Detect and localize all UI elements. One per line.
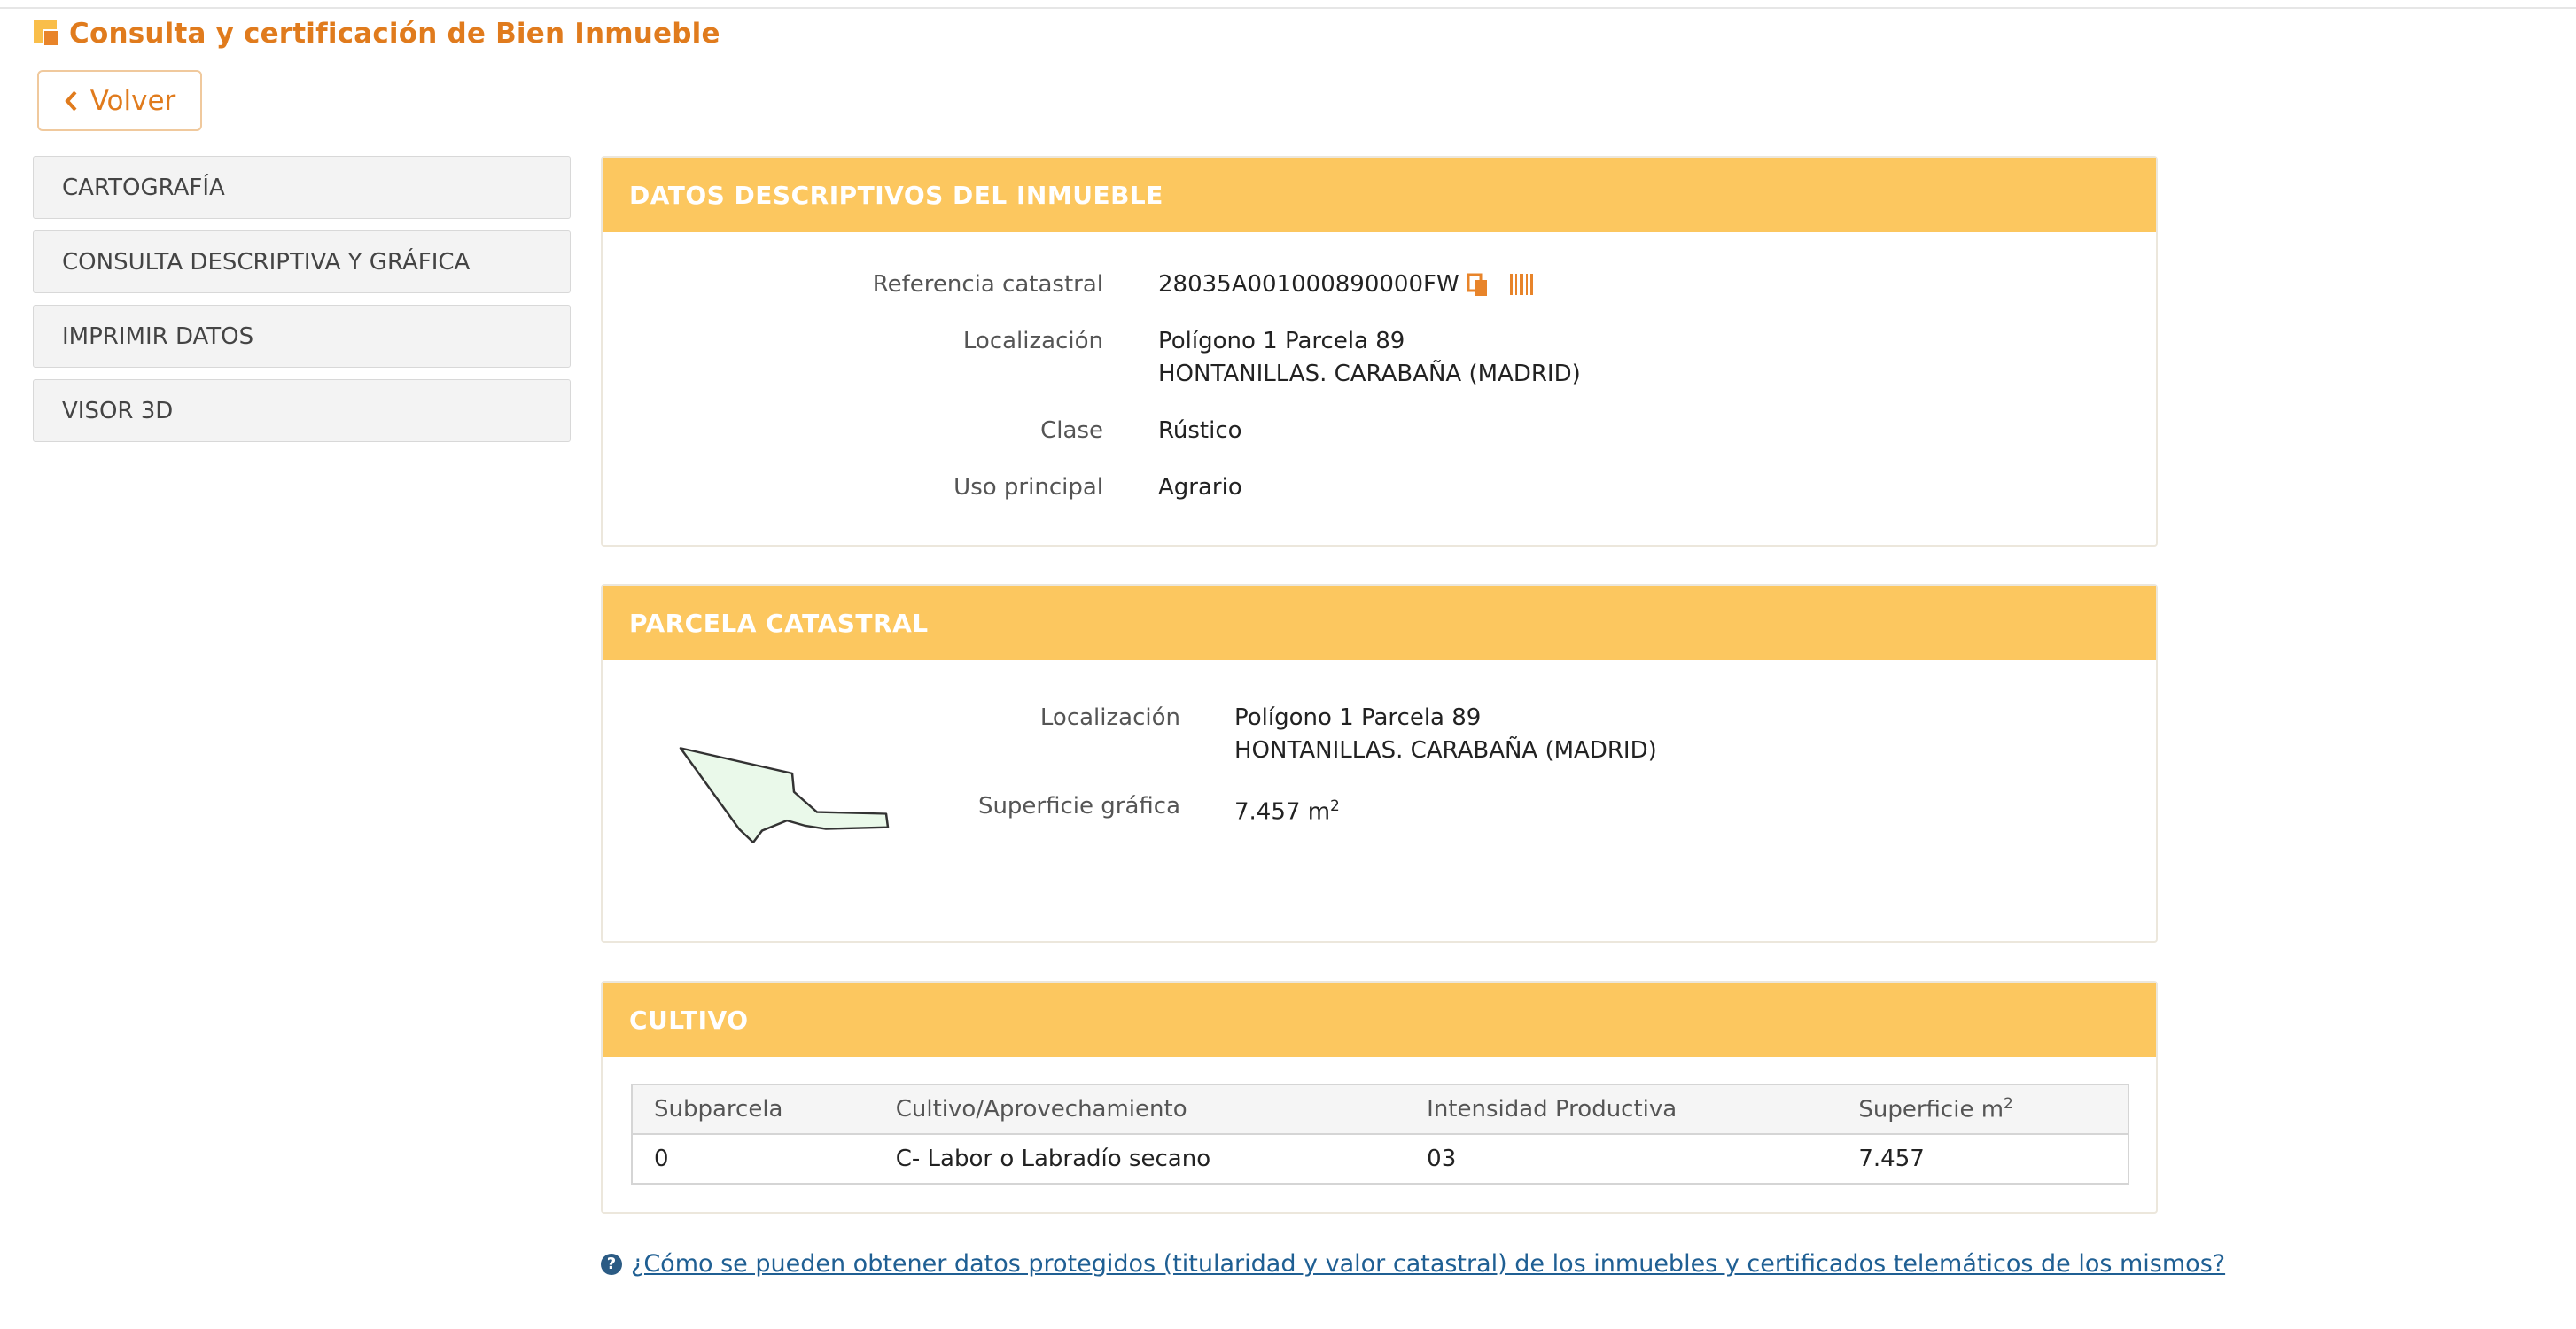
cell-superficie: 7.457 — [1858, 1146, 1925, 1172]
barcode-icon[interactable] — [1509, 273, 1534, 296]
clase-value: Rústico — [1158, 417, 1242, 444]
panel-title: PARCELA CATASTRAL — [603, 586, 2156, 660]
loc-line1: Polígono 1 Parcela 89 — [1158, 328, 1405, 354]
col-cultivo: Cultivo/Aprovechamiento — [895, 1096, 1187, 1123]
ref-label: Referencia catastral — [872, 271, 1103, 298]
ref-value: 28035A001000890000FW — [1158, 271, 1459, 298]
col-subparcela: Subparcela — [654, 1096, 783, 1123]
cell-intensidad: 03 — [1427, 1146, 1457, 1172]
page-header — [34, 16, 720, 51]
question-circle-icon: ? — [601, 1254, 622, 1275]
clase-label: Clase — [1040, 417, 1103, 444]
cultivo-table — [631, 1084, 2129, 1185]
superficie-value: 7.457 $m^2$ — [1234, 797, 1340, 826]
page-title: Consulta y certificación de Bien Inmueble — [69, 18, 720, 50]
cultivo-panel — [601, 981, 2158, 1214]
back-button[interactable] — [37, 70, 202, 131]
copy-icon[interactable] — [1467, 273, 1490, 298]
cell-subparcela: 0 — [654, 1146, 669, 1172]
table-header-row — [632, 1084, 2129, 1134]
parcela-catastral-panel — [601, 584, 2158, 943]
uso-value: Agrario — [1158, 474, 1242, 501]
side-menu — [33, 156, 571, 454]
menu-item-imprimir-datos[interactable]: IMPRIMIR DATOS — [33, 305, 571, 368]
menu-item-visor-3d[interactable]: VISOR 3D — [33, 379, 571, 442]
datos-descriptivos-panel — [601, 156, 2158, 547]
superficie-label: Superficie gráfica — [977, 793, 1180, 820]
title-square-icon — [34, 20, 60, 47]
parcela-loc-line1: Polígono 1 Parcela 89 — [1234, 704, 1482, 731]
panel-title: CULTIVO — [603, 983, 2156, 1057]
top-rule — [0, 0, 2576, 9]
loc-line2: HONTANILLAS. CARABAÑA (MADRID) — [1158, 361, 1581, 387]
table-row — [632, 1134, 2129, 1184]
col-superficie: Superficie $m^2$ — [1858, 1095, 2013, 1123]
loc-label: Localización — [962, 328, 1103, 354]
menu-item-consulta-descriptiva[interactable]: CONSULTA DESCRIPTIVA Y GRÁFICA — [33, 230, 571, 293]
chevron-left-icon — [64, 89, 78, 113]
col-intensidad: Intensidad Productiva — [1427, 1096, 1677, 1123]
menu-item-cartografia[interactable]: CARTOGRAFÍA — [33, 156, 571, 219]
help-link[interactable]: ¿Cómo se pueden obtener datos protegidos (titularidad y valor catastral) de los inmuebles y certificados telemáticos de los mismos? — [631, 1250, 2226, 1278]
back-button-label: Volver — [89, 84, 176, 117]
parcela-loc-label: Localización — [1039, 704, 1180, 731]
help-link-row — [601, 1250, 2225, 1278]
cell-cultivo: C- Labor o Labradío secano — [895, 1146, 1211, 1172]
panel-title: DATOS DESCRIPTIVOS DEL INMUEBLE — [603, 158, 2156, 232]
parcela-loc-line2: HONTANILLAS. CARABAÑA (MADRID) — [1234, 737, 1657, 764]
uso-label: Uso principal — [953, 474, 1103, 501]
